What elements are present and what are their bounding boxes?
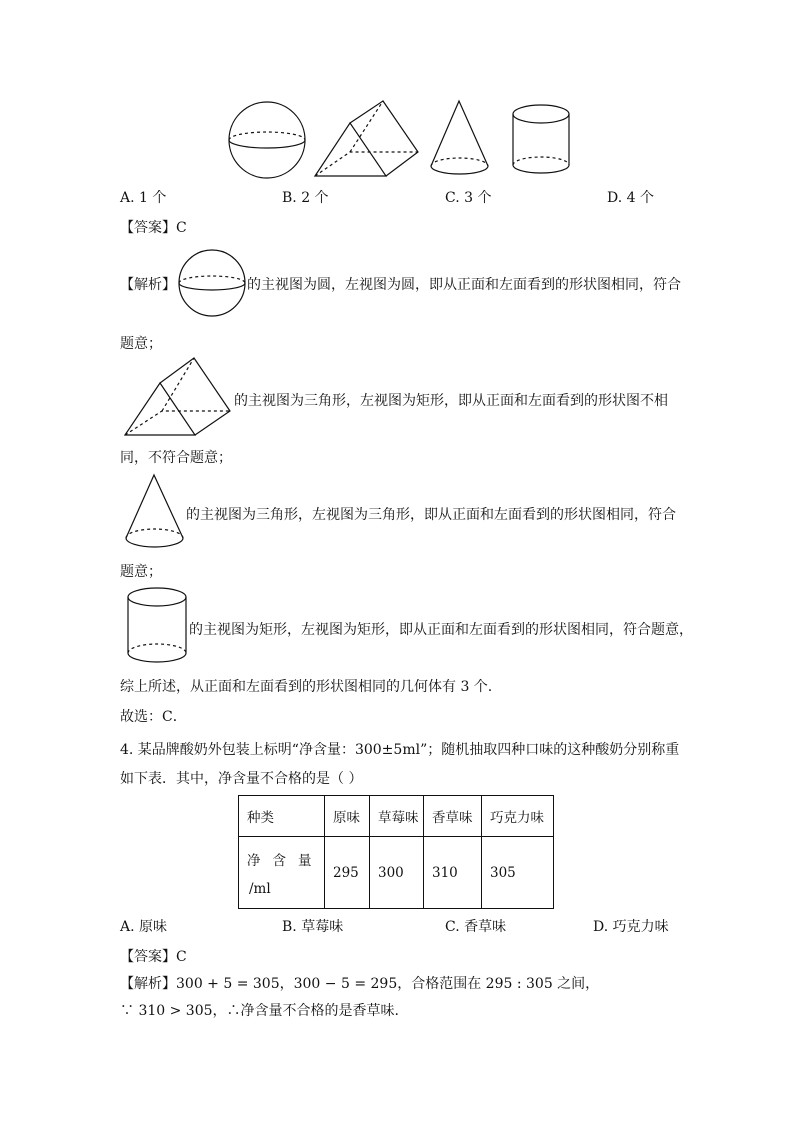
option-c: C. 3 个 [445, 190, 492, 206]
table-header-cell: 原味 [325, 796, 370, 837]
prism-analysis-cont: 同，不符合题意； [120, 450, 232, 466]
cone-analysis-cont: 题意； [120, 564, 162, 580]
sphere-analysis-text: 的主视图为圆，左视图为圆，即从正面和左面看到的形状图相同，符合 [247, 277, 681, 293]
conclusion-text: 故选：C． [120, 709, 187, 725]
prism-analysis-text: 的主视图为三角形，左视图为矩形，即从正面和左面看到的形状图不相 [234, 393, 668, 409]
cone-analysis-text: 的主视图为三角形，左视图为三角形，即从正面和左面看到的形状图相同，符合 [186, 507, 676, 523]
analysis-label: 【解析】 [120, 277, 176, 293]
net-content-table [238, 795, 554, 909]
table-header-cell: 香草味 [424, 796, 482, 837]
q4-option-a: A. 原味 [120, 919, 168, 935]
table-header-cell: 草莓味 [370, 796, 424, 837]
answer-q3: 【答案】C [120, 220, 187, 236]
table-row [239, 837, 554, 909]
q4-analysis-line1: 【解析】300 + 5 = 305，300 − 5 = 295，合格范围在 295 : 305 之间， [120, 976, 600, 992]
option-d: D. 4 个 [607, 190, 654, 206]
q4-stem-line2: 如下表．其中，净含量不合格的是（ ） [120, 771, 363, 787]
table-cell: 300 [370, 837, 424, 909]
table-cell: 310 [424, 837, 482, 909]
row-label-top: 净含量 [247, 852, 324, 869]
answer-q4: 【答案】C [120, 949, 187, 965]
q4-analysis-line2: ∵ 310 > 305，∴净含量不合格的是香草味. [120, 1003, 399, 1019]
row-label-unit: /ml [249, 880, 271, 897]
q4-option-c: C. 香草味 [445, 919, 507, 935]
table-row-label [239, 837, 325, 909]
table-header-cell: 巧克力味 [482, 796, 554, 837]
q4-option-d: D. 巧克力味 [593, 919, 669, 935]
table-header-row [239, 796, 554, 837]
cylinder-inline-figure [0, 0, 1, 1]
table-cell: 305 [482, 837, 554, 909]
cylinder-analysis-text: 的主视图为矩形，左视图为矩形，即从正面和左面看到的形状图相同，符合题意， [189, 622, 693, 638]
sphere-analysis-cont: 题意； [120, 336, 162, 352]
q4-stem-line1: 4. 某品牌酸奶外包装上标明“净含量：300±5ml”；随机抽取四种口味的这种酸奶分别称重 [120, 742, 680, 758]
option-b: B. 2 个 [282, 190, 329, 206]
table-cell: 295 [325, 837, 370, 909]
q4-option-b: B. 草莓味 [282, 919, 344, 935]
option-a: A. 1 个 [120, 190, 167, 206]
summary-text: 综上所述，从正面和左面看到的形状图相同的几何体有 3 个. [120, 679, 493, 695]
table-header-label: 种类 [239, 796, 325, 837]
